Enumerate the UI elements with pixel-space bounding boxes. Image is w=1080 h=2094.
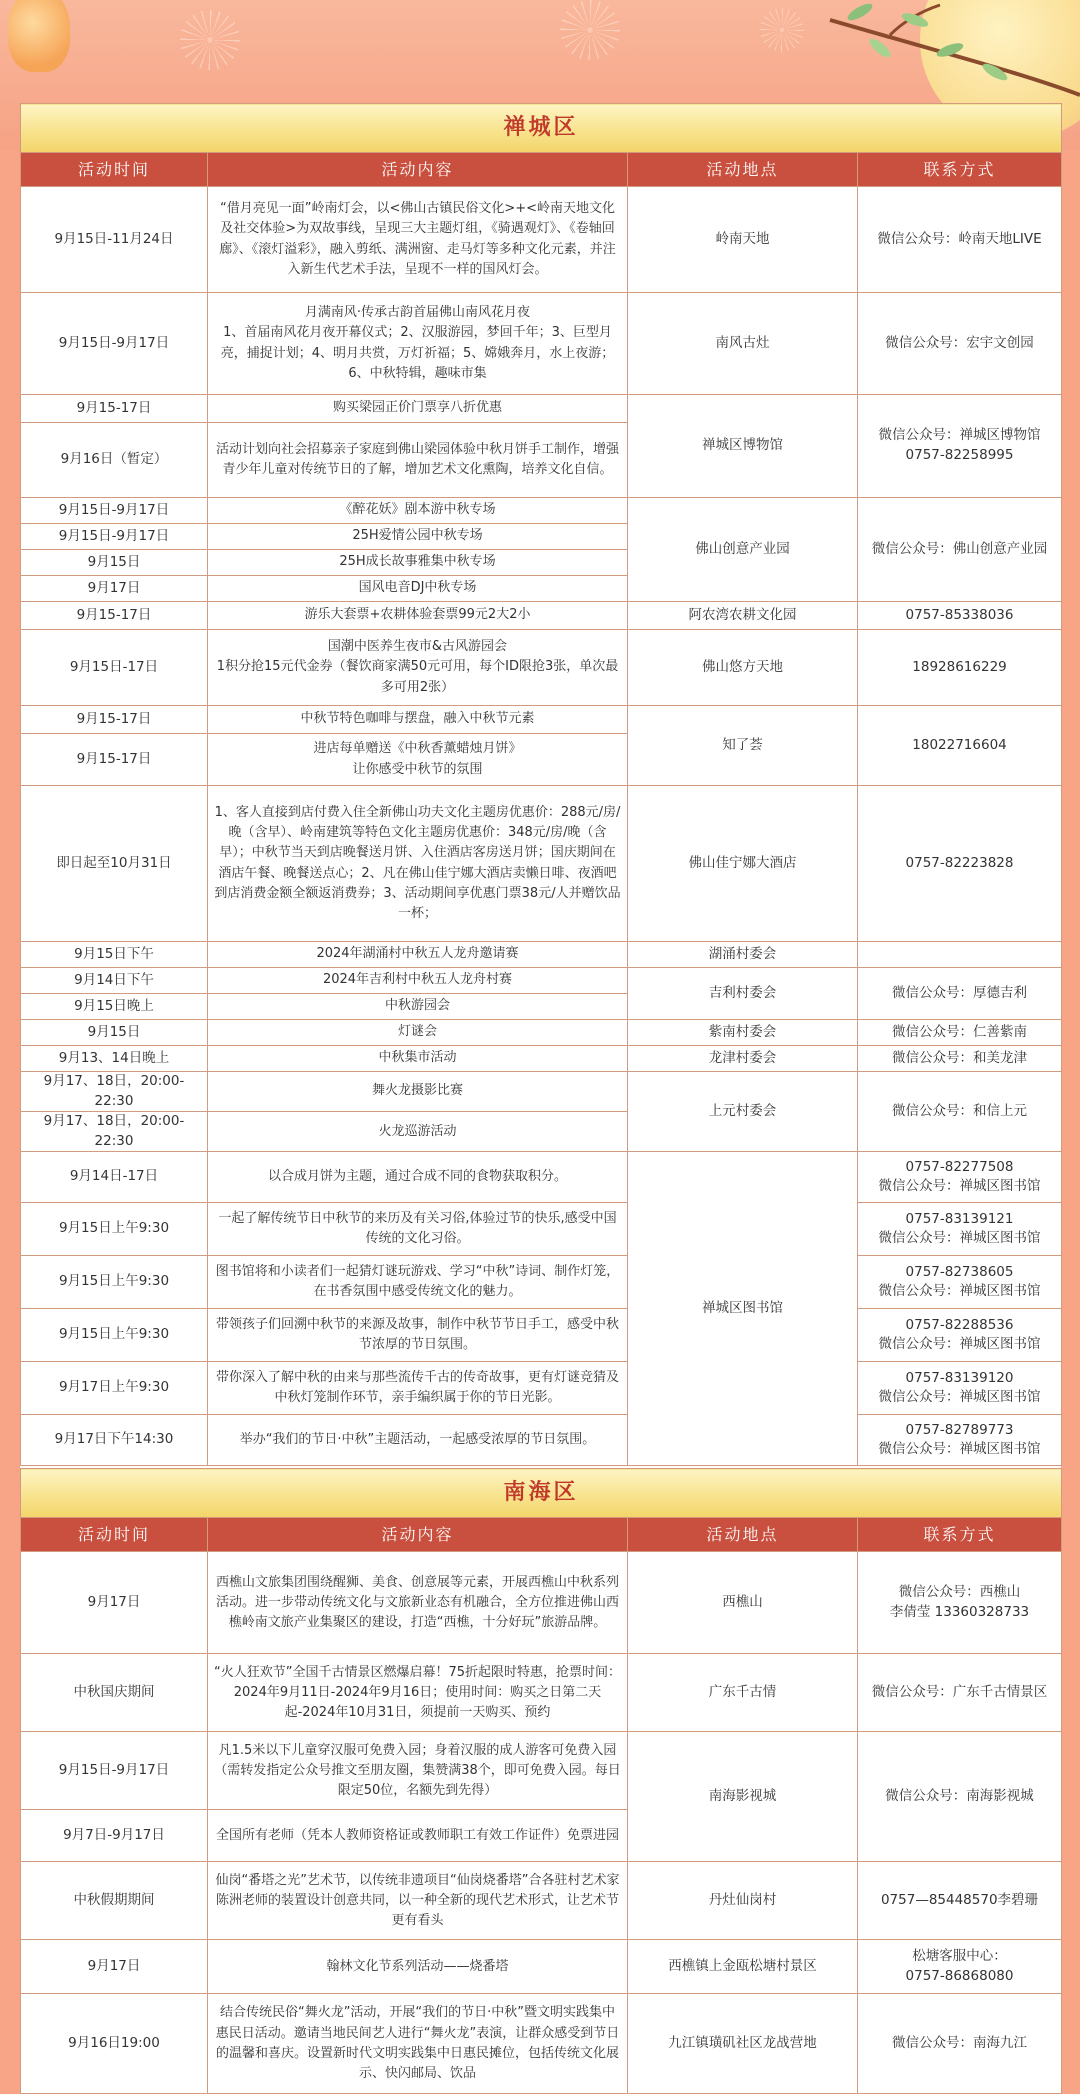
event-time: 9月15日: [21, 1020, 208, 1046]
event-content: 一起了解传统节日中秋节的来历及有关习俗,体验过节的快乐,感受中国传统的文化习俗。: [208, 1203, 628, 1256]
event-content: 仙岗“番塔之光”艺术节，以传统非遗项目“仙岗烧番塔”合各驻村艺术家陈洲老师的装置设计创意共同，以一种全新的现代艺术形式，让艺术节更有看头: [208, 1862, 628, 1940]
event-content: 灯谜会: [208, 1020, 628, 1046]
table-row: [21, 187, 1062, 293]
event-contact: 0757-83139121 微信公众号：禅城区图书馆: [858, 1203, 1062, 1256]
event-time: 9月17日下午14:30: [21, 1415, 208, 1466]
event-location: 吉利村委会: [628, 968, 858, 1020]
event-contact: 微信公众号：和美龙津: [858, 1046, 1062, 1072]
table-row: [21, 395, 1062, 423]
nanhai-table: [20, 1468, 1062, 2094]
event-location: 知了荟: [628, 706, 858, 786]
event-content: 带你深入了解中秋的由来与那些流传千古的传奇故事，更有灯谜竞猜及中秋灯笼制作环节，亲手编织属于你的节日光影。: [208, 1362, 628, 1415]
event-location: 禅城区博物馆: [628, 395, 858, 498]
table-row: [21, 498, 1062, 524]
event-location: 广东千古情: [628, 1654, 858, 1732]
firework-icon: [560, 0, 620, 60]
table-row: [21, 602, 1062, 630]
event-content: 2024年湖涌村中秋五人龙舟邀请赛: [208, 942, 628, 968]
event-content: 火龙巡游活动: [208, 1112, 628, 1152]
event-time: 9月14日下午: [21, 968, 208, 994]
event-contact: 微信公众号：广东千古情景区: [858, 1654, 1062, 1732]
table-row: [21, 630, 1062, 706]
event-contact: 18928616229: [858, 630, 1062, 706]
event-content: “借月亮见一面”岭南灯会，以<佛山古镇民俗文化>+<岭南天地文化及社交体验>为双故事线，呈现三大主题灯组，《骑遇观灯》、《卷轴回廊》、《滚灯溢彩》，融入剪纸、满洲窗、走马灯等多种文化元素，并注入新生代艺术手法，呈现不一样的国风灯会。: [208, 187, 628, 293]
event-time: 即日起至10月31日: [21, 786, 208, 942]
event-time: 9月15日-9月17日: [21, 1732, 208, 1810]
event-contact: 0757-82277508 微信公众号：禅城区图书馆: [858, 1152, 1062, 1203]
event-content: 游乐大套票+农耕体验套票99元2大2小: [208, 602, 628, 630]
table-row: [21, 1072, 1062, 1112]
event-time: 9月15-17日: [21, 706, 208, 734]
event-time: 9月14日-17日: [21, 1152, 208, 1203]
header-content: 活动内容: [208, 153, 628, 187]
branch-icon: [820, 0, 1080, 110]
table-row: [21, 786, 1062, 942]
table-row: [21, 968, 1062, 994]
table-row: [21, 1654, 1062, 1732]
event-content: 带领孩子们回溯中秋节的来源及故事，制作中秋节节日手工，感受中秋节浓厚的节日氛围。: [208, 1309, 628, 1362]
event-time: 9月15-17日: [21, 395, 208, 423]
event-content: 《醉花妖》剧本游中秋专场: [208, 498, 628, 524]
firework-icon: [760, 8, 804, 52]
lantern-icon: [8, 0, 70, 72]
event-content: 以合成月饼为主题，通过合成不同的食物获取积分。: [208, 1152, 628, 1203]
event-content: 西樵山文旅集团围绕醒狮、美食、创意展等元素，开展西樵山中秋系列活动。进一步带动传统文化与文旅新业态有机融合，全方位推进佛山西樵岭南文旅产业集聚区的建设，打造“西樵，十分好玩”旅游品牌。: [208, 1552, 628, 1654]
firework-icon: [180, 10, 240, 70]
event-time: 9月15日上午9:30: [21, 1256, 208, 1309]
table-row: [21, 1020, 1062, 1046]
event-time: 9月15日-9月17日: [21, 498, 208, 524]
event-contact: 微信公众号：厚德吉利: [858, 968, 1062, 1020]
events-sheet: [20, 103, 1061, 2094]
event-content: 活动计划向社会招募亲子家庭到佛山梁园体验中秋月饼手工制作，增强青少年儿童对传统节日的了解，增加艺术文化熏陶，培养文化自信。: [208, 423, 628, 498]
event-contact: 0757-85338036: [858, 602, 1062, 630]
table-row: [21, 1552, 1062, 1654]
event-time: 9月17日: [21, 1940, 208, 1994]
event-contact: 微信公众号：和信上元: [858, 1072, 1062, 1152]
event-time: 中秋假期期间: [21, 1862, 208, 1940]
table-row: [21, 1862, 1062, 1940]
header-location: 活动地点: [628, 1518, 858, 1552]
event-content: 结合传统民俗“舞火龙”活动，开展“我们的节日·中秋”暨文明实践集中惠民日活动。邀请当地民间艺人进行“舞火龙”表演，让群众感受到节日的温馨和喜庆。设置新时代文明实践集中日惠民摊位，包括传统文化展示、快闪邮局、饮品: [208, 1994, 628, 2094]
event-time: 9月15日-9月17日: [21, 524, 208, 550]
table-row: [21, 1732, 1062, 1810]
table-row: [21, 1362, 1062, 1415]
table-row: [21, 942, 1062, 968]
event-location: 禅城区图书馆: [628, 1152, 858, 1466]
event-time: 9月15日上午9:30: [21, 1309, 208, 1362]
event-contact: 微信公众号：宏宇文创园: [858, 293, 1062, 395]
event-time: 9月17日上午9:30: [21, 1362, 208, 1415]
event-content: 翰林文化节系列活动——烧番塔: [208, 1940, 628, 1994]
event-contact: 微信公众号：岭南天地LIVE: [858, 187, 1062, 293]
event-location: 上元村委会: [628, 1072, 858, 1152]
table-row: [21, 293, 1062, 395]
event-contact: 0757-82288536 微信公众号：禅城区图书馆: [858, 1309, 1062, 1362]
event-location: 南海影视城: [628, 1732, 858, 1862]
event-location: 佛山悠方天地: [628, 630, 858, 706]
event-content: 国风电音DJ中秋专场: [208, 576, 628, 602]
event-contact: 微信公众号：南海影视城: [858, 1732, 1062, 1862]
event-content: 举办“我们的节日·中秋”主题活动，一起感受浓厚的节日氛围。: [208, 1415, 628, 1466]
event-content: 凡1.5米以下儿童穿汉服可免费入园；身着汉服的成人游客可免费入园（需转发指定公众号推文至朋友圈，集赞满38个，即可免费入园。每日限定50位，名额先到先得）: [208, 1732, 628, 1810]
event-contact: 0757—85448570李碧珊: [858, 1862, 1062, 1940]
event-contact: 18022716604: [858, 706, 1062, 786]
event-time: 9月15日上午9:30: [21, 1203, 208, 1256]
event-location: 九江镇璜矶社区龙战营地: [628, 1994, 858, 2094]
event-time: 9月13、14日晚上: [21, 1046, 208, 1072]
table-row: [21, 1152, 1062, 1203]
event-contact: 微信公众号：西樵山 李倩莹 13360328733: [858, 1552, 1062, 1654]
event-time: 9月16日19:00: [21, 1994, 208, 2094]
event-time: 9月17、18日，20:00-22:30: [21, 1112, 208, 1152]
event-contact: 0757-82223828: [858, 786, 1062, 942]
district-title-nanhai: 南海区: [21, 1469, 1062, 1518]
header-time: 活动时间: [21, 153, 208, 187]
event-content: 25H爱情公园中秋专场: [208, 524, 628, 550]
table-row: [21, 1046, 1062, 1072]
event-location: 西樵山: [628, 1552, 858, 1654]
event-contact: 0757-82789773 微信公众号：禅城区图书馆: [858, 1415, 1062, 1466]
header-time: 活动时间: [21, 1518, 208, 1552]
table-row: [21, 1994, 1062, 2094]
event-content: 全国所有老师（凭本人教师资格证或教师职工有效工作证件）免票进园: [208, 1810, 628, 1862]
event-time: 9月16日（暂定）: [21, 423, 208, 498]
event-time: 中秋国庆期间: [21, 1654, 208, 1732]
event-location: 湖涌村委会: [628, 942, 858, 968]
event-time: 9月15日下午: [21, 942, 208, 968]
table-header: [21, 153, 1062, 187]
event-time: 9月15-17日: [21, 602, 208, 630]
district-title-chancheng: 禅城区: [21, 104, 1062, 153]
event-time: 9月17日: [21, 1552, 208, 1654]
event-time: 9月15日-17日: [21, 630, 208, 706]
event-content: 舞火龙摄影比赛: [208, 1072, 628, 1112]
chancheng-table: [20, 103, 1062, 1466]
event-time: 9月15日晚上: [21, 994, 208, 1020]
table-row: [21, 1415, 1062, 1466]
event-content: 中秋集市活动: [208, 1046, 628, 1072]
event-location: 佛山佳宁娜大酒店: [628, 786, 858, 942]
event-time: 9月15日-9月17日: [21, 293, 208, 395]
event-location: 阿农湾农耕文化园: [628, 602, 858, 630]
event-location: 紫南村委会: [628, 1020, 858, 1046]
event-content: 进店每单赠送《中秋香薰蜡烛月饼》 让你感受中秋节的氛围: [208, 734, 628, 786]
event-content: 国潮中医养生夜市&古风游园会 1积分抢15元代金券（餐饮商家满50元可用，每个ID限抢3张，单次最多可用2张）: [208, 630, 628, 706]
event-content: “火人狂欢节”全国千古情景区燃爆启幕！75折起限时特惠，抢票时间：2024年9月11日-2024年9月16日；使用时间：购买之日第二天起-2024年10月31日，须提前一天购买、预约: [208, 1654, 628, 1732]
table-row: [21, 706, 1062, 734]
header-content: 活动内容: [208, 1518, 628, 1552]
event-content: 购买梁园正价门票享八折优惠: [208, 395, 628, 423]
header-contact: 联系方式: [858, 1518, 1062, 1552]
event-contact: 微信公众号：禅城区博物馆 0757-82258995: [858, 395, 1062, 498]
event-location: 西樵镇上金瓯松塘村景区: [628, 1940, 858, 1994]
event-content: 1、客人直接到店付费入住全新佛山功夫文化主题房优惠价：288元/房/晚（含早）、岭南建筑等特色文化主题房优惠价：348元/房/晚（含早）；中秋节当天到店晚餐送月饼、入住酒店客房送月饼；国庆期间在酒店午餐、晚餐送点心；2、凡在佛山佳宁娜大酒店卖懒日啡、夜酒吧到店消费金额全额返消费券；3、活动期间享优惠门票38元/人并赠饮品一杯；: [208, 786, 628, 942]
event-time: 9月15日: [21, 550, 208, 576]
header-location: 活动地点: [628, 153, 858, 187]
event-contact: 0757-83139120 微信公众号：禅城区图书馆: [858, 1362, 1062, 1415]
event-content: 中秋节特色咖啡与摆盘，融入中秋节元素: [208, 706, 628, 734]
event-content: 2024年吉利村中秋五人龙舟村赛: [208, 968, 628, 994]
table-row: [21, 1256, 1062, 1309]
event-contact: 0757-82738605 微信公众号：禅城区图书馆: [858, 1256, 1062, 1309]
event-location: 岭南天地: [628, 187, 858, 293]
event-time: 9月17日: [21, 576, 208, 602]
event-content: 月满南风·传承古韵首届佛山南风花月夜 1、首届南风花月夜开幕仪式；2、汉服游园，梦回千年；3、巨型月亮，捕捉计划；4、明月共赏，万灯祈福；5、嫦娥奔月，水上夜游；6、中秋特辑，趣味市集: [208, 293, 628, 395]
table-row: [21, 1940, 1062, 1994]
event-contact: 微信公众号：仁善紫南: [858, 1020, 1062, 1046]
event-time: 9月15日-11月24日: [21, 187, 208, 293]
event-location: 南风古灶: [628, 293, 858, 395]
event-contact: 微信公众号：佛山创意产业园: [858, 498, 1062, 602]
event-location: 佛山创意产业园: [628, 498, 858, 602]
event-location: 龙津村委会: [628, 1046, 858, 1072]
header-contact: 联系方式: [858, 153, 1062, 187]
event-contact: [858, 942, 1062, 968]
event-time: 9月17、18日，20:00-22:30: [21, 1072, 208, 1112]
event-content: 中秋游园会: [208, 994, 628, 1020]
event-contact: 微信公众号：南海九江: [858, 1994, 1062, 2094]
table-row: [21, 1309, 1062, 1362]
event-content: 25H成长故事雅集中秋专场: [208, 550, 628, 576]
event-time: 9月7日-9月17日: [21, 1810, 208, 1862]
event-contact: 松塘客服中心： 0757-86868080: [858, 1940, 1062, 1994]
table-row: [21, 1203, 1062, 1256]
table-header: [21, 1518, 1062, 1552]
event-time: 9月15-17日: [21, 734, 208, 786]
event-content: 图书馆将和小读者们一起猜灯谜玩游戏、学习“中秋”诗词、制作灯笼，在书香氛围中感受传统文化的魅力。: [208, 1256, 628, 1309]
event-location: 丹灶仙岗村: [628, 1862, 858, 1940]
